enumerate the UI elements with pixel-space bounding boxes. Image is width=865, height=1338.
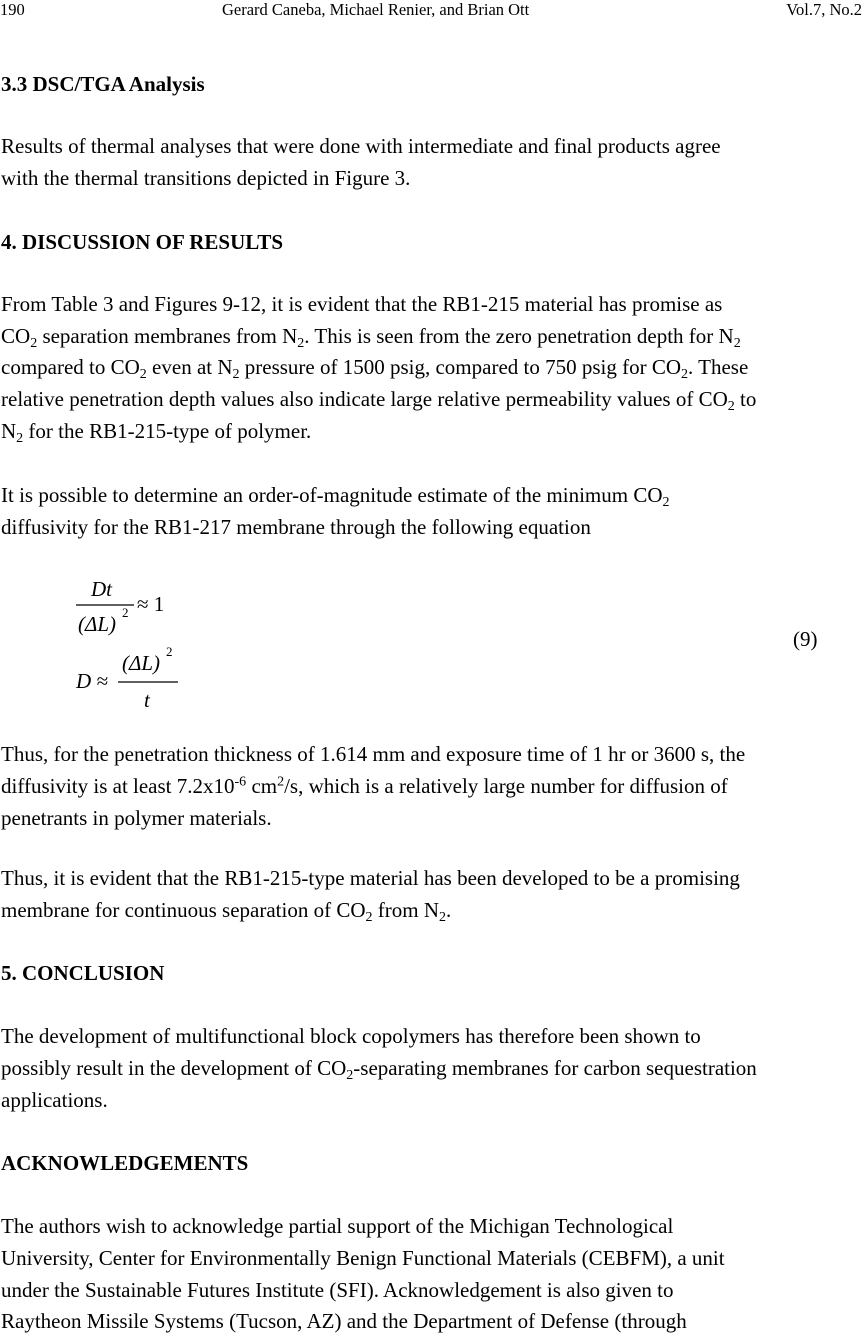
paragraph-line: The development of multifunctional block copolymers has therefore been shown to [1,1024,701,1048]
paragraph-line: Thus, for the penetration thickness of 1.614 mm and exposure time of 1 hr or 3600 s, the [1,742,746,766]
eq1-denominator: (ΔL) [78,612,116,636]
eq2-exponent: 2 [166,644,173,659]
eq2-lhs: D ≈ [76,669,108,693]
paragraph-line: Results of thermal analyses that were done with intermediate and final products agree [1,134,721,158]
paragraph-line: compared to $CO_2$ even at $N_2$ pressure of 1500 psig, compared to 750 psig for $CO_2$. These [1,355,749,382]
page-header [0,0,863,22]
paragraph-line: $CO_2$ separation membranes from $N_2$. This is seen from the zero penetration depth for $N_2$ [1,324,741,351]
eq2-denominator: t [144,688,150,712]
eq2-numerator: (ΔL) [122,651,160,675]
paragraph-line: possibly result in the development of $CO_2$-separating membranes for carbon sequestration [1,1056,757,1083]
volume-issue: Vol.7, No.2 [786,0,862,19]
section-heading-discussion: 4. DISCUSSION OF RESULTS [1,230,284,254]
paragraph-line: Thus, it is evident that the RB1-215-type material has been developed to be a promising [1,866,740,890]
paragraph-line: applications. [1,1088,108,1112]
running-authors: Gerard Caneba, Michael Renier, and Brian Ott [222,0,530,19]
section-heading-conclusion: 5. CONCLUSION [1,961,165,985]
paragraph-line: with the thermal transitions depicted in Figure 3. [1,166,411,190]
paragraph-line: It is possible to determine an order-of-magnitude estimate of the minimum $CO_2$ [1,483,670,510]
paragraph-line: relative penetration depth values also indicate large relative permeability values of $CO_2$ to [1,387,757,414]
paragraph-line: $N_2$ for the RB1-215-type of polymer. [1,419,312,446]
equation-9 [60,565,860,725]
paragraph-line: Raytheon Missile Systems (Tucson, AZ) and the Department of Defense (through [1,1309,687,1333]
section-heading-dsc-tga: 3.3 DSC/TGA Analysis [1,72,205,96]
eq1-numerator: Dt [91,577,112,601]
paragraph-line: From Table 3 and Figures 9-12, it is evident that the RB1-215 material has promise as [1,292,723,316]
section-heading-acknowledgements: ACKNOWLEDGEMENTS [1,1151,249,1175]
eq1-exponent: 2 [122,605,129,620]
paragraph-line: under the Sustainable Futures Institute (SFI). Acknowledgement is also given to [1,1278,674,1302]
paragraph-line: University, Center for Environmentally Benign Functional Materials (CEBFM), a unit [1,1246,725,1270]
eq1-relation: ≈ 1 [137,592,165,616]
page-number: 190 [0,0,25,19]
paragraph-line: membrane for continuous separation of $CO_2$ from $N_2$. [1,898,452,925]
equation-number: (9) [793,627,818,651]
paragraph-line: The authors wish to acknowledge partial support of the Michigan Technological [1,1214,674,1238]
paragraph-line: diffusivity for the RB1-217 membrane through the following equation [1,515,591,539]
paragraph-line: diffusivity is at least $7.2x10^{-6}$ $cm^2/s$, which is a relatively large number for diffusion of [1,774,728,798]
paragraph-line: penetrants in polymer materials. [1,806,272,830]
